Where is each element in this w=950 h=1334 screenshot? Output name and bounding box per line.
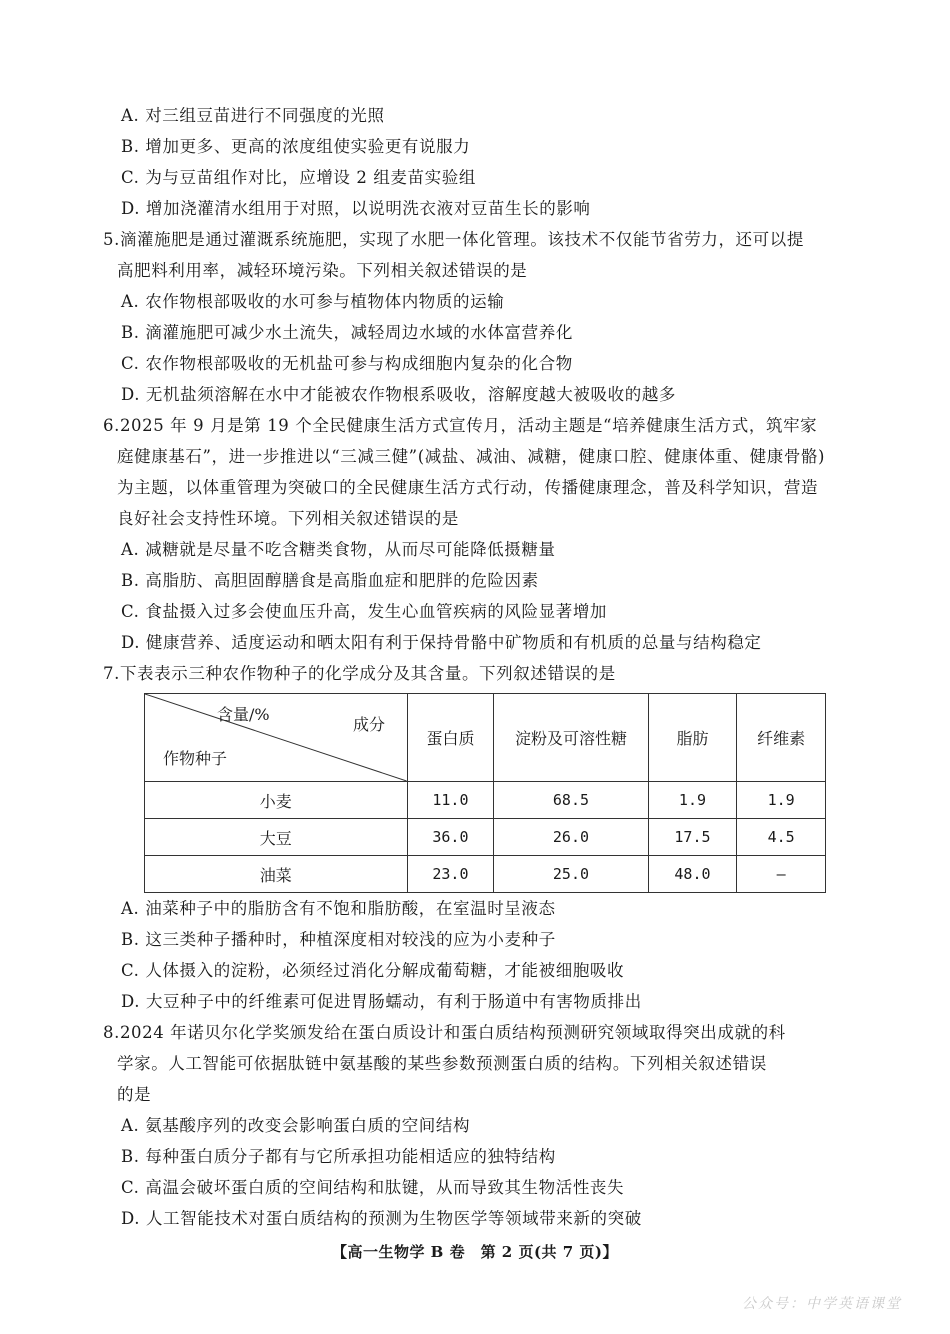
table-cell: 11.0 — [407, 782, 494, 819]
table-cell: 1.9 — [648, 782, 737, 819]
q6-option-a: A. 减糖就是尽量不吃含糖类食物，从而尽可能降低摄糖量 — [121, 540, 556, 559]
q7-option-b: B. 这三类种子播种时，种植深度相对较浅的应为小麦种子 — [121, 930, 556, 949]
q5-option-c: C. 农作物根部吸收的无机盐可参与构成细胞内复杂的化合物 — [121, 354, 573, 373]
q6-stem-line-2: 庭健康基石”，进一步推进以“三减三健”(减盐、减油、减糖，健康口腔、健康体重、健康骨骼) — [117, 447, 826, 466]
q6-stem-line-4: 良好社会支持性环境。下列相关叙述错误的是 — [117, 509, 459, 528]
q4-option-c: C. 为与豆苗组作对比，应增设 2 组麦苗实验组 — [121, 168, 476, 187]
q5-option-a: A. 农作物根部吸收的水可参与植物体内物质的运输 — [121, 292, 505, 311]
page-footer: 【高一生物学 B 卷 第 2 页(共 7 页)】 — [331, 1243, 619, 1261]
q6-stem-line-3: 为主题，以体重管理为突破口的全民健康生活方式行动，传播健康理念，普及科学知识，营造 — [117, 478, 819, 497]
q7-option-c: C. 人体摄入的淀粉，必须经过消化分解成葡萄糖，才能被细胞吸收 — [121, 961, 625, 980]
q6-option-c: C. 食盐摄入过多会使血压升高，发生心血管疾病的风险显著增加 — [121, 602, 608, 621]
corner-label-seed: 作物种子 — [163, 749, 228, 768]
corner-label-component: 成分 — [353, 715, 386, 734]
seed-composition-table — [144, 693, 826, 893]
q8-stem-line-2: 学家。人工智能可依据肽链中氨基酸的某些参数预测蛋白质的结构。下列相关叙述错误 — [117, 1054, 767, 1073]
table-cell: 25.0 — [494, 856, 648, 893]
table-cell: 17.5 — [648, 819, 737, 856]
q8-option-d: D. 人工智能技术对蛋白质结构的预测为生物医学等领域带来新的突破 — [121, 1209, 642, 1228]
table-cell: 1.9 — [737, 782, 826, 819]
q8-stem-line-1: 8.2024 年诺贝尔化学奖颁发给在蛋白质设计和蛋白质结构预测研究领域取得突出成就的科 — [103, 1023, 786, 1042]
table-corner-cell — [145, 694, 408, 782]
q8-option-b: B. 每种蛋白质分子都有与它所承担功能相适应的独特结构 — [121, 1147, 556, 1166]
q7-option-a: A. 油菜种子中的脂肪含有不饱和脂肪酸，在室温时呈液态 — [121, 899, 556, 918]
q8-option-a: A. 氨基酸序列的改变会影响蛋白质的空间结构 — [121, 1116, 471, 1135]
q6-option-d: D. 健康营养、适度运动和晒太阳有利于保持骨骼中矿物质和有机质的总量与结构稳定 — [121, 633, 762, 652]
column-header-protein: 蛋白质 — [407, 694, 494, 782]
row-label-rapeseed: 油菜 — [145, 856, 408, 893]
q7-option-d: D. 大豆种子中的纤维素可促进胃肠蠕动，有利于肠道中有害物质排出 — [121, 992, 642, 1011]
q7-stem: 7.下表表示三种农作物种子的化学成分及其含量。下列叙述错误的是 — [103, 664, 616, 683]
table-row — [145, 782, 826, 819]
q5-stem-line-1: 5.滴灌施肥是通过灌溉系统施肥，实现了水肥一体化管理。该技术不仅能节省劳力，还可以提 — [103, 230, 804, 249]
table-cell: — — [737, 856, 826, 893]
q4-option-d: D. 增加浇灌清水组用于对照，以说明洗衣液对豆苗生长的影响 — [121, 199, 591, 218]
table-cell: 23.0 — [407, 856, 494, 893]
column-header-cellulose: 纤维素 — [737, 694, 826, 782]
q5-option-b: B. 滴灌施肥可减少水土流失，减轻周边水域的水体富营养化 — [121, 323, 573, 342]
q4-option-b: B. 增加更多、更高的浓度组使实验更有说服力 — [121, 137, 471, 156]
table-cell: 68.5 — [494, 782, 648, 819]
column-header-starch-sugar: 淀粉及可溶性糖 — [494, 694, 648, 782]
table-cell: 26.0 — [494, 819, 648, 856]
q6-stem-line-1: 6.2025 年 9 月是第 19 个全民健康生活方式宣传月，活动主题是“培养健康生活方式，筑牢家 — [103, 416, 818, 435]
q8-option-c: C. 高温会破坏蛋白质的空间结构和肽键，从而导致其生物活性丧失 — [121, 1178, 625, 1197]
q4-option-a: A. 对三组豆苗进行不同强度的光照 — [121, 106, 385, 125]
table-cell: 4.5 — [737, 819, 826, 856]
table-header-row — [145, 694, 826, 782]
table-cell: 48.0 — [648, 856, 737, 893]
corner-label-content: 含量/% — [217, 705, 270, 724]
q6-option-b: B. 高脂肪、高胆固醇膳食是高脂血症和肥胖的危险因素 — [121, 571, 539, 590]
q8-stem-line-3: 的是 — [117, 1085, 152, 1104]
q5-stem-line-2: 高肥料利用率，减轻环境污染。下列相关叙述错误的是 — [117, 261, 528, 280]
table-row — [145, 856, 826, 893]
watermark: 公众号：中学英语课堂 — [742, 1296, 902, 1312]
table-row — [145, 819, 826, 856]
row-label-soybean: 大豆 — [145, 819, 408, 856]
column-header-fat: 脂肪 — [648, 694, 737, 782]
row-label-wheat: 小麦 — [145, 782, 408, 819]
table-cell: 36.0 — [407, 819, 494, 856]
q5-option-d: D. 无机盐须溶解在水中才能被农作物根系吸收，溶解度越大被吸收的越多 — [121, 385, 677, 404]
